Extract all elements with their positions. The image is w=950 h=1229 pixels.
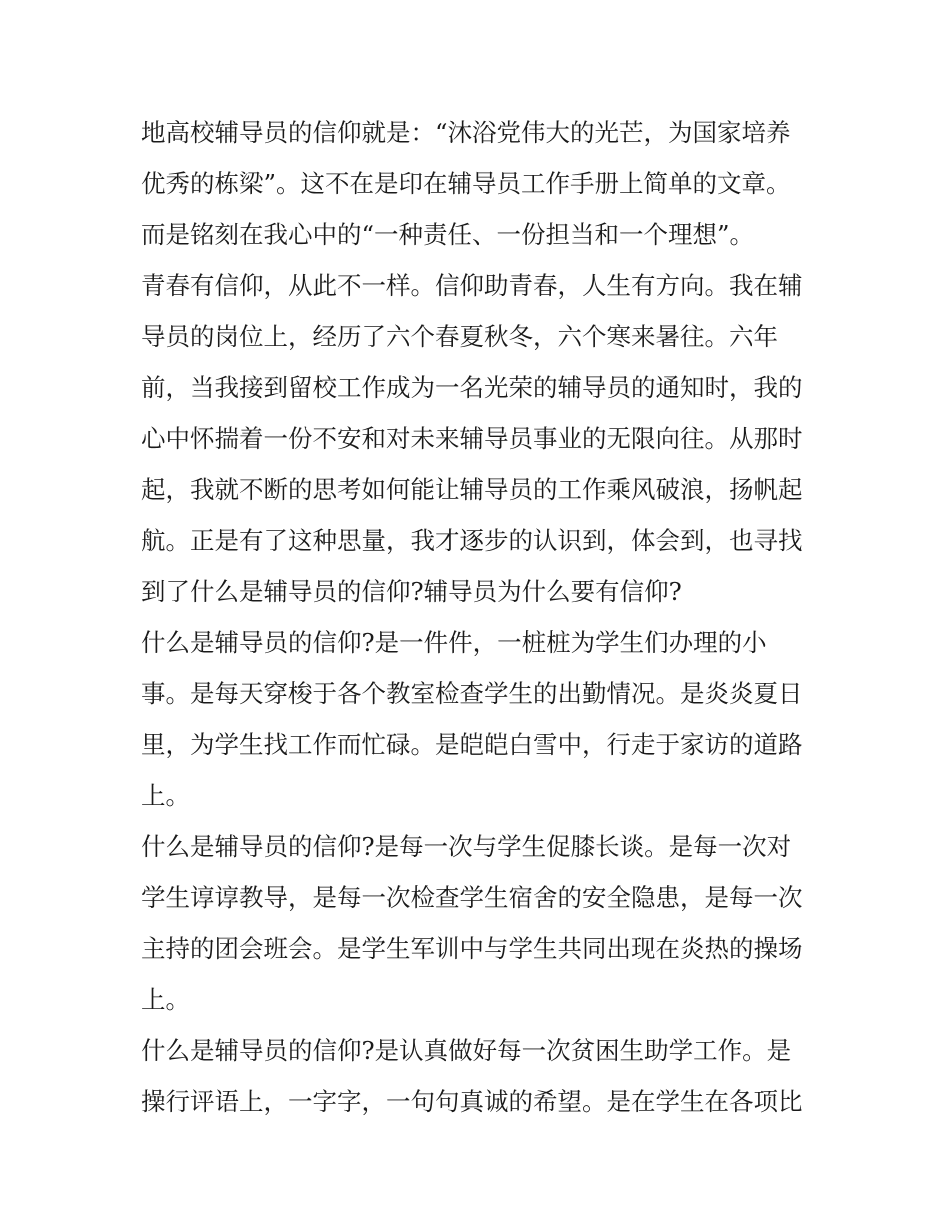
text-line: 事。是每天穿梭于各个教室检查学生的出勤情况。是炎炎夏日 — [141, 679, 803, 708]
text-line: 航。正是有了这种思量，我才逐步的认识到，体会到，也寻找 — [141, 526, 803, 555]
text-line: 主持的团会班会。是学生军训中与学生共同出现在炎热的操场 — [141, 934, 803, 963]
text-line: 心中怀揣着一份不安和对未来辅导员事业的无限向往。从那时 — [141, 424, 803, 453]
text-line: 上。 — [141, 985, 190, 1014]
text-line: 优秀的栋梁”。这不在是印在辅导员工作手册上简单的文章。 — [141, 169, 791, 198]
text-line: 到了什么是辅导员的信仰?辅导员为什么要有信仰? — [141, 577, 682, 606]
text-line: 前，当我接到留校工作成为一名光荣的辅导员的通知时，我的 — [141, 373, 803, 402]
text-line: 起，我就不断的思考如何能让辅导员的工作乘风破浪，扬帆起 — [141, 475, 803, 504]
text-line: 导员的岗位上，经历了六个春夏秋冬，六个寒来暑往。六年 — [141, 322, 778, 351]
text-line: 什么是辅导员的信仰?是一件件，一桩桩为学生们办理的小 — [141, 628, 767, 657]
text-line: 里，为学生找工作而忙碌。是皑皑白雪中，行走于家访的道路 — [141, 730, 803, 759]
text-line: 地高校辅导员的信仰就是：“沐浴党伟大的光芒，为国家培养 — [141, 118, 791, 147]
text-line: 什么是辅导员的信仰?是每一次与学生促膝长谈。是每一次对 — [141, 832, 792, 861]
text-line: 学生谆谆教导，是每一次检查学生宿舍的安全隐患，是每一次 — [141, 883, 803, 912]
text-line: 操行评语上，一字字，一句句真诚的希望。是在学生在各项比 — [141, 1087, 803, 1116]
text-line: 什么是辅导员的信仰?是认真做好每一次贫困生助学工作。是 — [141, 1036, 792, 1065]
text-line: 上。 — [141, 781, 190, 810]
body-text — [141, 107, 821, 1127]
text-line: 青春有信仰，从此不一样。信仰助青春，人生有方向。我在辅 — [141, 271, 803, 300]
text-line: 而是铭刻在我心中的“一种责任、一份担当和一个理想”。 — [141, 220, 755, 249]
